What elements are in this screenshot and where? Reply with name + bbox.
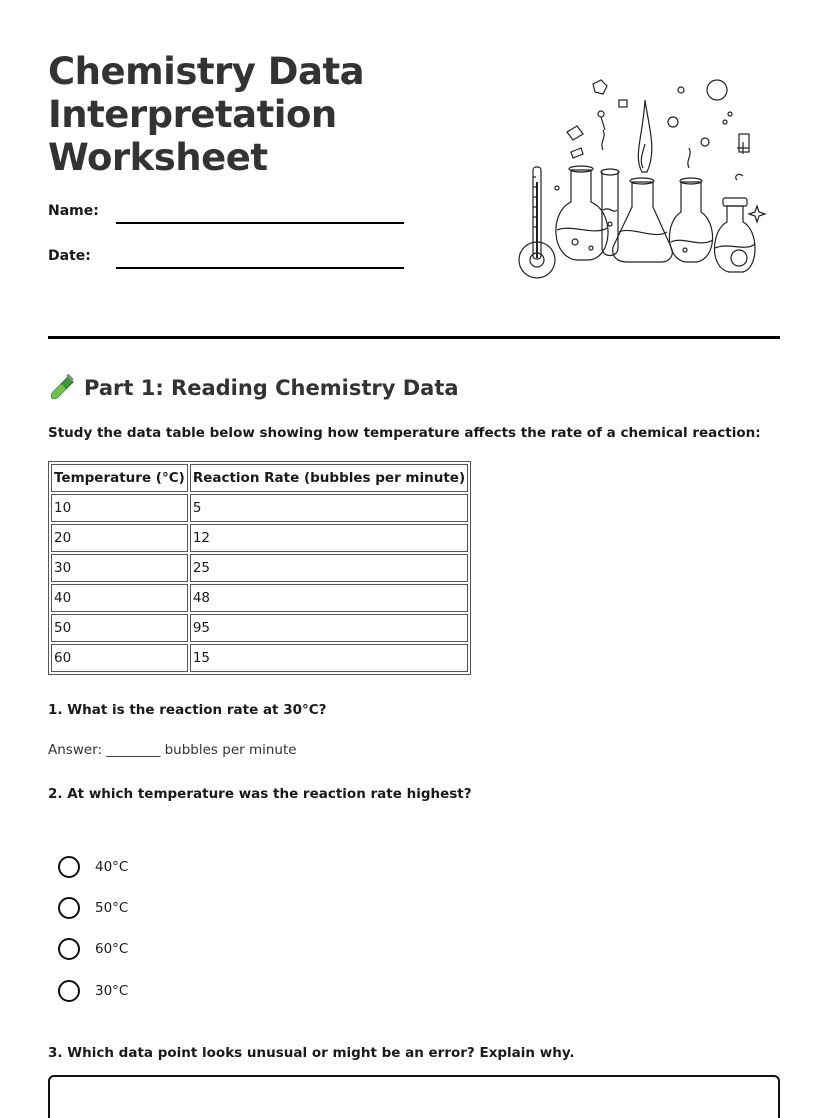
option-label: 30°C — [95, 982, 129, 999]
table-header-temperature: Temperature (°C) — [51, 464, 188, 492]
conical-flask-icon — [613, 100, 673, 262]
question-2: 2. At which temperature was the reaction rate highest? — [48, 786, 472, 802]
table-cell-rate: 12 — [190, 524, 468, 552]
question-3-answer-box[interactable] — [48, 1075, 780, 1118]
worksheet-title — [48, 50, 468, 179]
option-40c[interactable] — [58, 846, 128, 887]
volumetric-flask-icon — [669, 148, 713, 262]
table-header-row — [51, 464, 468, 492]
option-label: 40°C — [95, 858, 129, 875]
part1-intro: Study the data table below showing how temperature affects the rate of a chemical reaction: — [48, 425, 761, 441]
test-tube-icon — [48, 374, 76, 402]
table-header-rate: Reaction Rate (bubbles per minute) — [190, 464, 468, 492]
table-cell-rate: 15 — [190, 644, 468, 672]
part1-heading — [48, 374, 459, 402]
question-1-answer-line[interactable]: Answer: ________ bubbles per minute — [48, 742, 297, 758]
table-cell-temperature: 40 — [51, 584, 188, 612]
thermometer-icon — [519, 167, 559, 278]
option-30c[interactable] — [58, 970, 128, 1011]
name-write-line[interactable] — [116, 222, 404, 224]
table-cell-temperature: 60 — [51, 644, 188, 672]
table-row — [51, 494, 468, 522]
flame-icon — [638, 100, 652, 172]
radio-button[interactable] — [58, 980, 80, 1002]
table-row — [51, 644, 468, 672]
table-row — [51, 524, 468, 552]
title-line-2: Interpretation — [48, 93, 337, 136]
name-label: Name: — [48, 203, 99, 219]
table-cell-temperature: 10 — [51, 494, 188, 522]
option-label: 50°C — [95, 900, 129, 917]
table-row — [51, 554, 468, 582]
date-field[interactable] — [48, 248, 91, 264]
date-write-line[interactable] — [116, 267, 404, 269]
table-row — [51, 584, 468, 612]
table-cell-temperature: 20 — [51, 524, 188, 552]
table-cell-rate: 25 — [190, 554, 468, 582]
question-2-options — [58, 846, 128, 1012]
test-tube-glass-icon — [601, 130, 619, 256]
name-field[interactable] — [48, 203, 99, 219]
table-cell-temperature: 50 — [51, 614, 188, 642]
title-line-1: Chemistry Data — [48, 50, 365, 93]
small-flask-icon — [715, 198, 756, 272]
table-cell-rate: 95 — [190, 614, 468, 642]
option-50c[interactable] — [58, 887, 128, 928]
part1-heading-text: Part 1: Reading Chemistry Data — [84, 376, 459, 400]
option-label: 60°C — [95, 941, 129, 958]
radio-button[interactable] — [58, 938, 80, 960]
molecules-decoration-icon — [567, 80, 765, 222]
section-divider — [48, 336, 780, 339]
table-cell-rate: 5 — [190, 494, 468, 522]
lab-glassware-illustration — [515, 72, 770, 282]
table-cell-rate: 48 — [190, 584, 468, 612]
option-60c[interactable] — [58, 929, 128, 970]
question-1: 1. What is the reaction rate at 30°C? — [48, 702, 327, 718]
table-row — [51, 614, 468, 642]
date-label: Date: — [48, 248, 91, 264]
question-3: 3. Which data point looks unusual or might be an error? Explain why. — [48, 1045, 575, 1061]
radio-button[interactable] — [58, 856, 80, 878]
radio-button[interactable] — [58, 897, 80, 919]
table-cell-temperature: 30 — [51, 554, 188, 582]
round-flask-icon — [556, 166, 608, 260]
title-line-3: Worksheet — [48, 136, 268, 179]
reaction-rate-table — [48, 461, 471, 675]
